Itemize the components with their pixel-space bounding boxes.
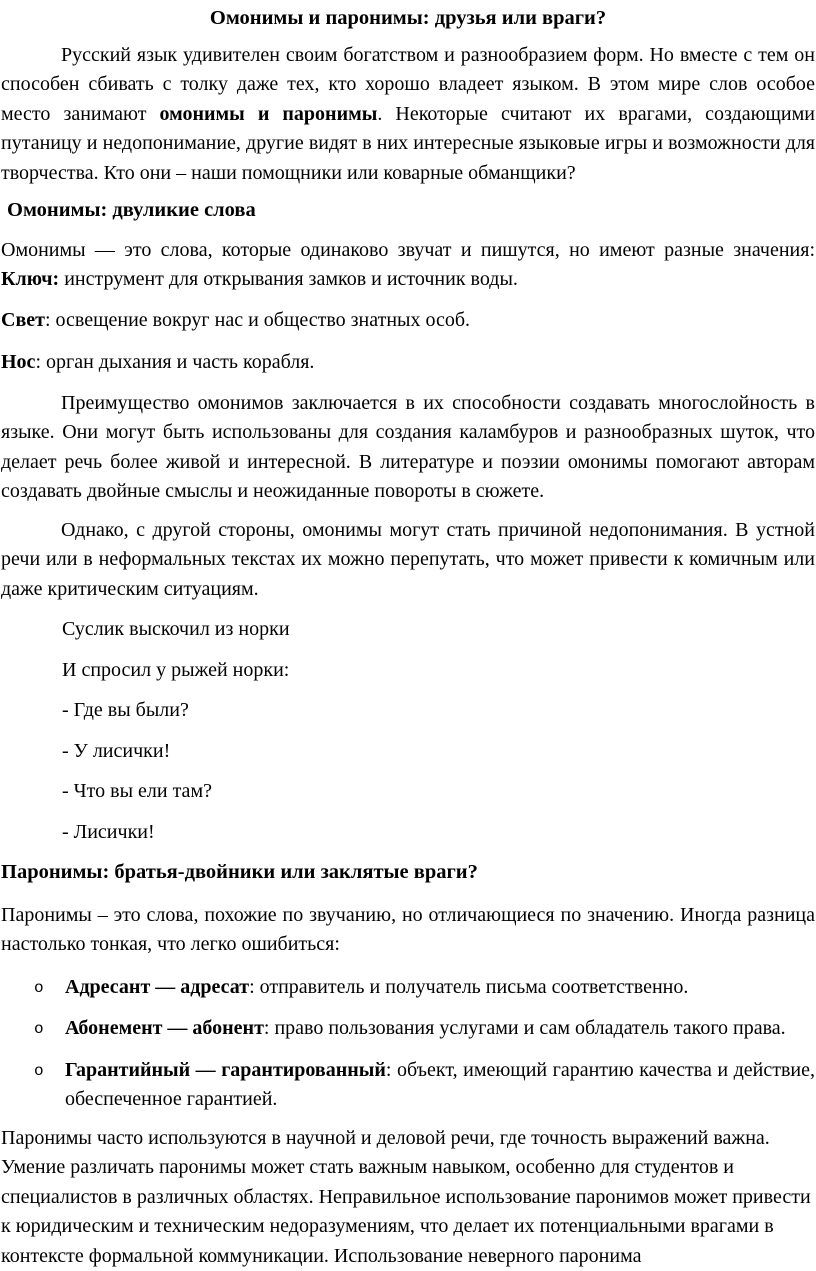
bullet-marker-icon: o xyxy=(34,1015,44,1045)
paronym-list-item xyxy=(1,1014,815,1044)
bullet-marker-icon: o xyxy=(34,974,44,1004)
homonym-svet-meaning: : освещение вокруг нас и общество знатных особ. xyxy=(45,309,470,331)
intro-text-before: Русский язык удивителен своим богатством и разнообразием форм. Но вместе с тем он способен сбивать с толку даже тех, кто хорошо владеет языком. В этом мире слов особое место занимают xyxy=(1,44,815,125)
homonym-example-nos xyxy=(1,348,815,378)
homonym-term-klyuch: Ключ: xyxy=(1,268,59,290)
paronym-abonement-meaning: : право пользования услугами и сам обладатель такого права. xyxy=(264,1017,786,1039)
homonym-klyuch-meaning: инструмент для открывания замков и источник воды. xyxy=(59,268,518,290)
paronym-list-item xyxy=(1,1056,815,1115)
paronym-list-item xyxy=(1,973,815,1003)
paronyms-usage-paragraph: Паронимы часто используются в научной и деловой речи, где точность выражений важна. Умение различать паронимы может стать важным навыком, особенно для студентов и специалистов в различных областях. Неправильное использование паронимов может привести к юридическим и техническим недоразумениям, что делает их потенциальными врагами в контексте формальной коммуникации. Использование неверного паронима xyxy=(1,1124,815,1271)
paronym-pair-adresant: Адресант — адресат xyxy=(65,976,249,998)
poem-line-2: И спросил у рыжей норки: xyxy=(1,656,815,686)
homonym-example-svet xyxy=(1,306,815,336)
poem-line-5: - Что вы ели там? xyxy=(1,777,815,807)
homonyms-definition-paragraph xyxy=(1,236,815,295)
homonyms-drawback-paragraph: Однако, с другой стороны, омонимы могут стать причиной недопонимания. В устной речи или в неформальных текстах их можно перепутать, что может привести к комичным или даже критическим ситуациям. xyxy=(1,516,815,605)
homonyms-advantage-paragraph: Преимущество омонимов заключается в их способности создавать многослойность в языке. Они могут быть использованы для создания каламбуров и разнообразных шуток, что делает речь более живой и интересной. В литературе и поэзии омонимы помогают авторам создавать двойные смыслы и неожиданные повороты в сюжете. xyxy=(1,389,815,507)
poem-line-6: - Лисички! xyxy=(1,818,815,848)
intro-bold-term: омонимы и паронимы xyxy=(160,103,378,125)
paronym-pair-garantiyny: Гарантийный — гарантированный xyxy=(65,1059,386,1081)
poem-line-3: - Где вы были? xyxy=(1,696,815,726)
intro-text-after: . Некоторые считают их врагами, создающими путаницу и недопонимание, другие видят в них интересные языковые игры и возможности для творчества. Кто они – наши помощники или коварные обманщики? xyxy=(1,103,815,184)
paronyms-heading: Паронимы: братья-двойники или заклятые враги? xyxy=(1,858,815,888)
paronyms-definition-paragraph: Паронимы – это слова, похожие по звучанию, но отличающиеся по значению. Иногда разница настолько тонкая, что легко ошибиться: xyxy=(1,901,815,960)
paronym-adresant-meaning: : отправитель и получатель письма соответственно. xyxy=(249,976,688,998)
homonym-term-svet: Свет xyxy=(1,309,45,331)
homonyms-heading: Омонимы: двуликие слова xyxy=(1,196,815,226)
paronym-garantiyny-meaning: : объект, имеющий гарантию качества и действие, обеспеченное гарантией. xyxy=(65,1059,815,1111)
bullet-marker-icon: o xyxy=(34,1057,44,1087)
document-title: Омонимы и паронимы: друзья или враги? xyxy=(1,4,815,34)
poem-line-1: Суслик выскочил из норки xyxy=(1,615,815,645)
paronym-pair-abonement: Абонемент — абонент xyxy=(65,1017,264,1039)
intro-paragraph xyxy=(1,41,815,189)
homonym-term-nos: Нос xyxy=(1,351,35,373)
poem-line-4: - У лисички! xyxy=(1,737,815,767)
homonyms-definition-lead: Омонимы — это слова, которые одинаково звучат и пишутся, но имеют разные значения: xyxy=(1,239,815,261)
homonym-nos-meaning: : орган дыхания и часть корабля. xyxy=(35,351,314,373)
